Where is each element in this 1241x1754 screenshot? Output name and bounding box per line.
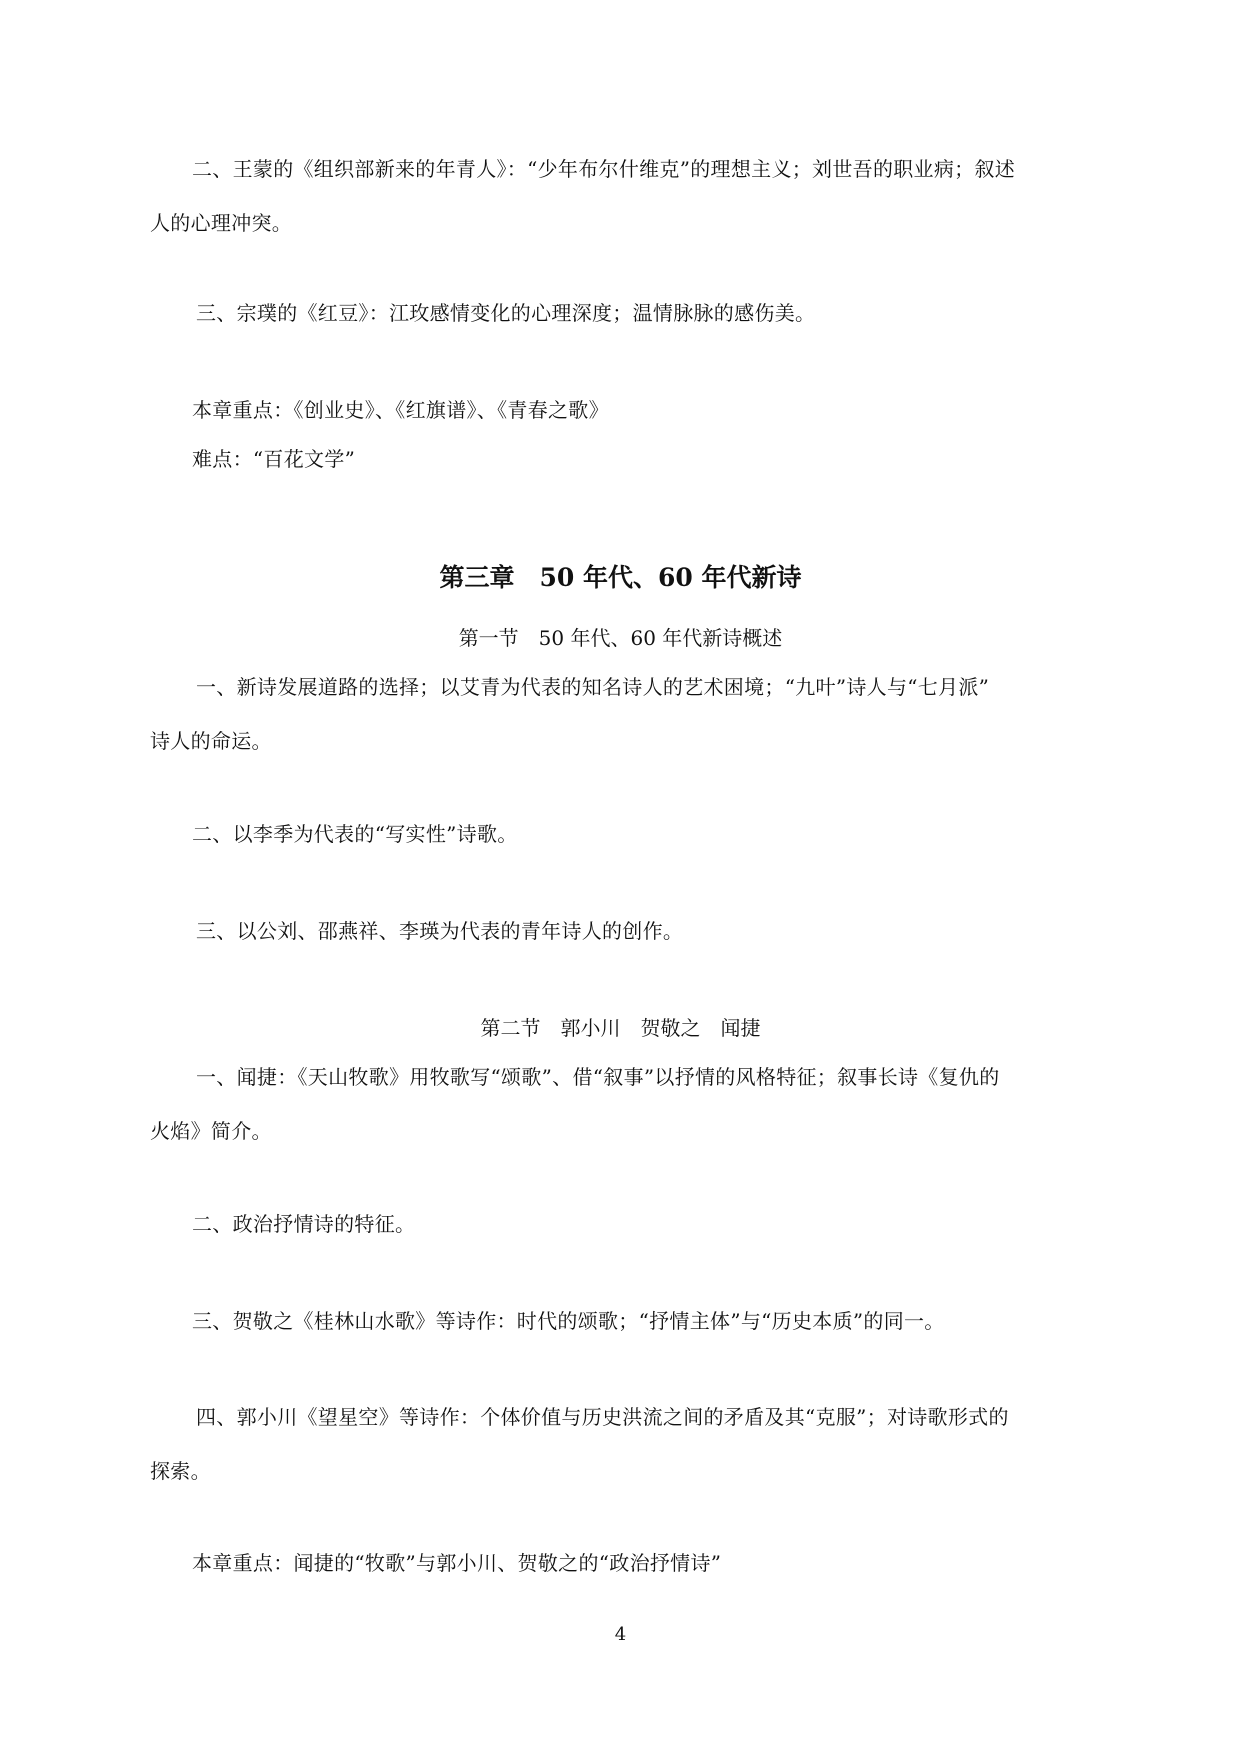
paragraph-section1-item3: 三、以公刘、邵燕祥、李瑛为代表的青年诗人的创作。 [196,919,684,943]
paragraph-section2-item4 [150,1390,1090,1498]
paragraph-line: 一、闻捷：《天山牧歌》用牧歌写“颂歌”、借“叙事”以抒情的风格特征；叙事长诗《复仇的 [196,1065,1000,1089]
paragraph-line: 一、新诗发展道路的选择；以艾青为代表的知名诗人的艺术困境；“九叶”诗人与“七月派” [196,675,990,699]
page-number: 4 [614,1624,627,1645]
paragraph-section1-item1 [150,660,1090,768]
paragraph-section2-item2: 二、政治抒情诗的特征。 [192,1212,416,1236]
paragraph-line: 人的心理冲突。 [150,211,293,235]
difficulty-chapter-2: 难点：“百花文学” [192,447,356,471]
paragraph-section2-item3: 三、贺敬之《桂林山水歌》等诗作：时代的颂歌；“抒情主体”与“历史本质”的同一。 [192,1309,945,1333]
paragraph-zongpu: 三、宗璞的《红豆》：江玫感情变化的心理深度；温情脉脉的感伤美。 [196,301,816,325]
paragraph-line: 火焰》简介。 [150,1119,272,1143]
paragraph-line: 探索。 [150,1459,211,1483]
key-points-chapter-2: 本章重点：《创业史》、《红旗谱》、《青春之歌》 [192,398,609,422]
paragraph-section1-item2: 二、以李季为代表的“写实性”诗歌。 [192,822,518,846]
chapter-title: 第三章 50 年代、60 年代新诗 [439,563,802,592]
paragraph-wangmeng [150,142,1090,250]
section-title-1: 第一节 50 年代、60 年代新诗概述 [458,626,783,650]
section-title-2: 第二节 郭小川 贺敬之 闻捷 [480,1016,761,1040]
paragraph-line: 诗人的命运。 [150,729,272,753]
paragraph-section2-item1 [150,1050,1090,1158]
paragraph-line: 二、王蒙的《组织部新来的年青人》：“少年布尔什维克”的理想主义；刘世吾的职业病；叙述 [192,157,1016,181]
key-points-chapter-3: 本章重点：闻捷的“牧歌”与郭小川、贺敬之的“政治抒情诗” [192,1551,722,1575]
paragraph-line: 四、郭小川《望星空》等诗作：个体价值与历史洪流之间的矛盾及其“克服”；对诗歌形式的 [196,1405,1009,1429]
